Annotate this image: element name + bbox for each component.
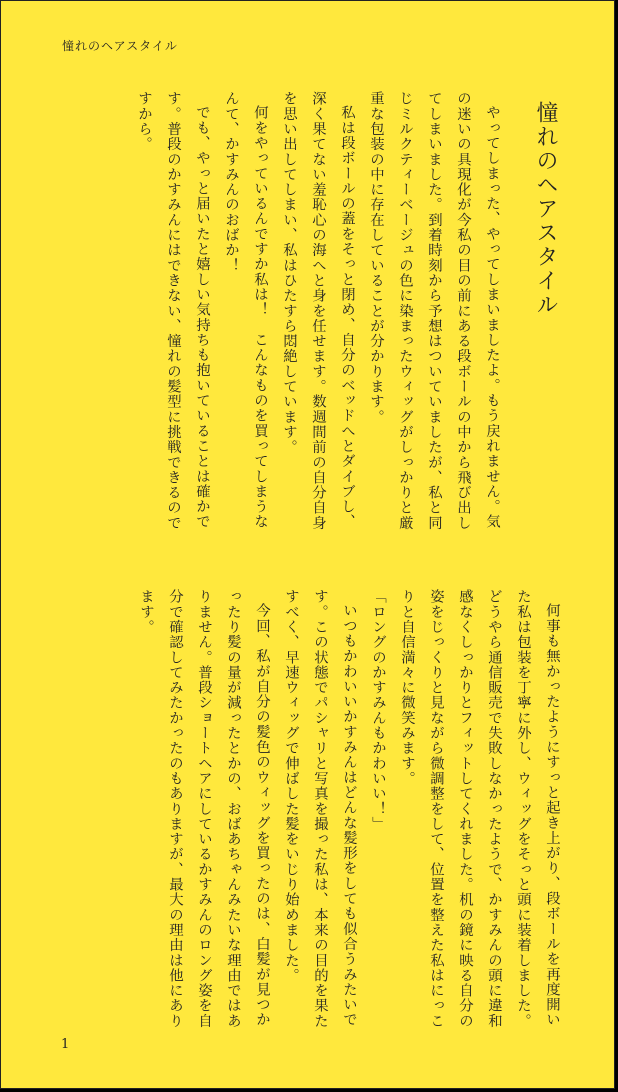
page-number: 1 [61,1037,70,1052]
paragraph: でも、やっと届いたと嬉しい気持ちも抱いていることは確かです。普段のかすみんにはできない、憧れの髪型に挑戦できるのですから。 [136,91,210,531]
paragraph: やってしまった、やってしまいましたよ。もう戻れません。気の迷いの具現化が今私の目の前にある段ボールの中から飛び出してしまいました。到着時刻から予想はついていましたが、私と同じミルクティーベージュの色に染まったウィッグがしっかりと厳重な包装の中に存在していることが分かります。 [368,91,500,531]
body-text-bottom [56,589,566,1041]
running-header: 憧れのヘアスタイル [62,39,178,53]
paragraph: 今回、私が自分の髪色のウィッグを買ったのは、白髪が見つかったり髪の量が減ったとかの、おばあちゃんみたいな理由ではありません。普段ショートヘアにしているかすみんのロング姿を自分で確認してみたかったのもありますが、最大の理由は他にあります。 [138,589,270,1029]
paragraph: 私は段ボールの蓋をそっと閉め、自分のベッドへとダイブし、深く果てない羞恥心の海へと身を任せます。数週間前の自分自身を思い出してしまい、私はひたすら悶絶しています。 [281,91,355,531]
paragraph: 何事も無かったようにすっと起き上がり、段ボールを再度開いた私は包装を丁寧に外し、ウィッグをそっと頭に装着しました。どうやら通信販売で失敗しなかったようで、かすみんの頭に違和感なくしっかりとフィットしてくれました。机の鏡に映る自分の姿をじっくりと見ながら微調整をして、位置を整えた私はにっこりと自信満々に微笑みます。 [399,589,560,1029]
body-text-top [56,91,506,543]
story-title: 憧れのヘアスタイル [533,101,558,317]
paragraph: 何をやっているんですか私は！ こんなものを買ってしまうなんて、かすみんのおばか！ [223,91,268,530]
paragraph: いつもかわいいかすみんはどんな髪形をしても似合うみたいです。この状態でパシャリと写真を撮った私は、本来の目的を果たすべく、早速ウィッグで伸ばした髪をいじり始めました。 [283,589,357,1029]
dialogue-line: 「ロングのかすみんもかわいい！」 [370,589,386,832]
